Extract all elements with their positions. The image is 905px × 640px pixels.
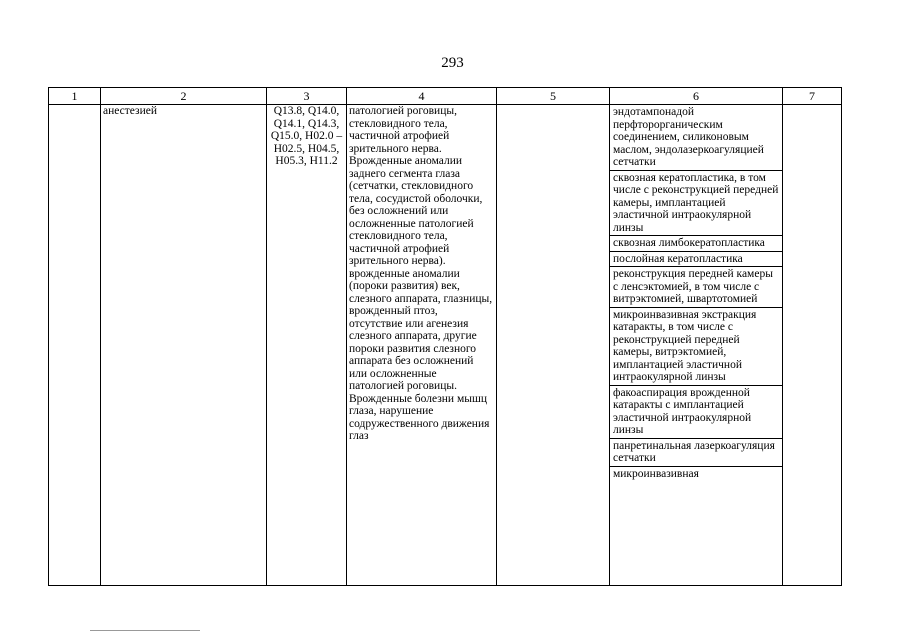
method-item: сквозная лимбокератопластика <box>610 236 782 252</box>
cell-methods <box>610 105 783 586</box>
table-header-row <box>49 88 842 105</box>
method-item: послойная кератопластика <box>610 252 782 268</box>
header-cell-3: 3 <box>267 88 347 105</box>
method-item: микроинвазивная экстракция катаракты, в том числе с реконструкцией передней камеры, витрэктомией, имплантацией эластичной интраокулярной линзы <box>610 308 782 386</box>
header-cell-7: 7 <box>783 88 842 105</box>
footer-rule <box>90 630 200 637</box>
procedures-table <box>48 87 842 586</box>
cell-col5 <box>497 105 610 586</box>
method-item: сквозная кератопластика, в том числе с реконструкцией передней камеры, имплантацией эластичной интраокулярной линзы <box>610 171 782 237</box>
method-item: реконструкция передней камеры с ленсэктомией, в том числе с витрэктомией, швартотомией <box>610 267 782 308</box>
method-item: факоаспирация врожденной катаракты с имплантацией эластичной интраокулярной линзы <box>610 386 782 439</box>
cell-icd-codes: Q13.8, Q14.0, Q14.1, Q14.3, Q15.0, H02.0 – H02.5, H04.5, H05.3, H11.2 <box>267 105 347 586</box>
cell-col7 <box>783 105 842 586</box>
table-row <box>49 105 842 586</box>
method-item: микроинвазивная <box>613 467 699 480</box>
header-cell-4: 4 <box>347 88 497 105</box>
header-cell-5: 5 <box>497 88 610 105</box>
method-item: эндотампонадой перфторорганическим соединением, силиконовым маслом, эндолазеркоагуляцией сетчатки <box>610 105 782 171</box>
cell-anesthesia: анестезией <box>101 105 267 586</box>
header-cell-1: 1 <box>49 88 101 105</box>
method-item: панретинальная лазеркоагуляция сетчатки <box>610 439 782 467</box>
header-cell-2: 2 <box>101 88 267 105</box>
cell-diagnosis: патологией роговицы, стекловидного тела, частичной атрофией зрительного нерва. Врожденные аномалии заднего сегмента глаза (сетчатки, стекловидного тела, сосудистой оболочки, без осложнений или осложненные патологией стекловидного тела, частичной атрофией зрительного нерва). врожденные аномалии (пороки развития) век, слезного аппарата, глазницы, врожденный птоз, отсутствие или агенезия слезного аппарата, другие пороки развития слезного аппарата без осложнений или осложненные патологией роговицы. Врожденные болезни мышц глаза, нарушение содружественного движения глаз <box>347 105 497 586</box>
page-number: 293 <box>441 55 464 71</box>
header-cell-6: 6 <box>610 88 783 105</box>
cell-col1 <box>49 105 101 586</box>
